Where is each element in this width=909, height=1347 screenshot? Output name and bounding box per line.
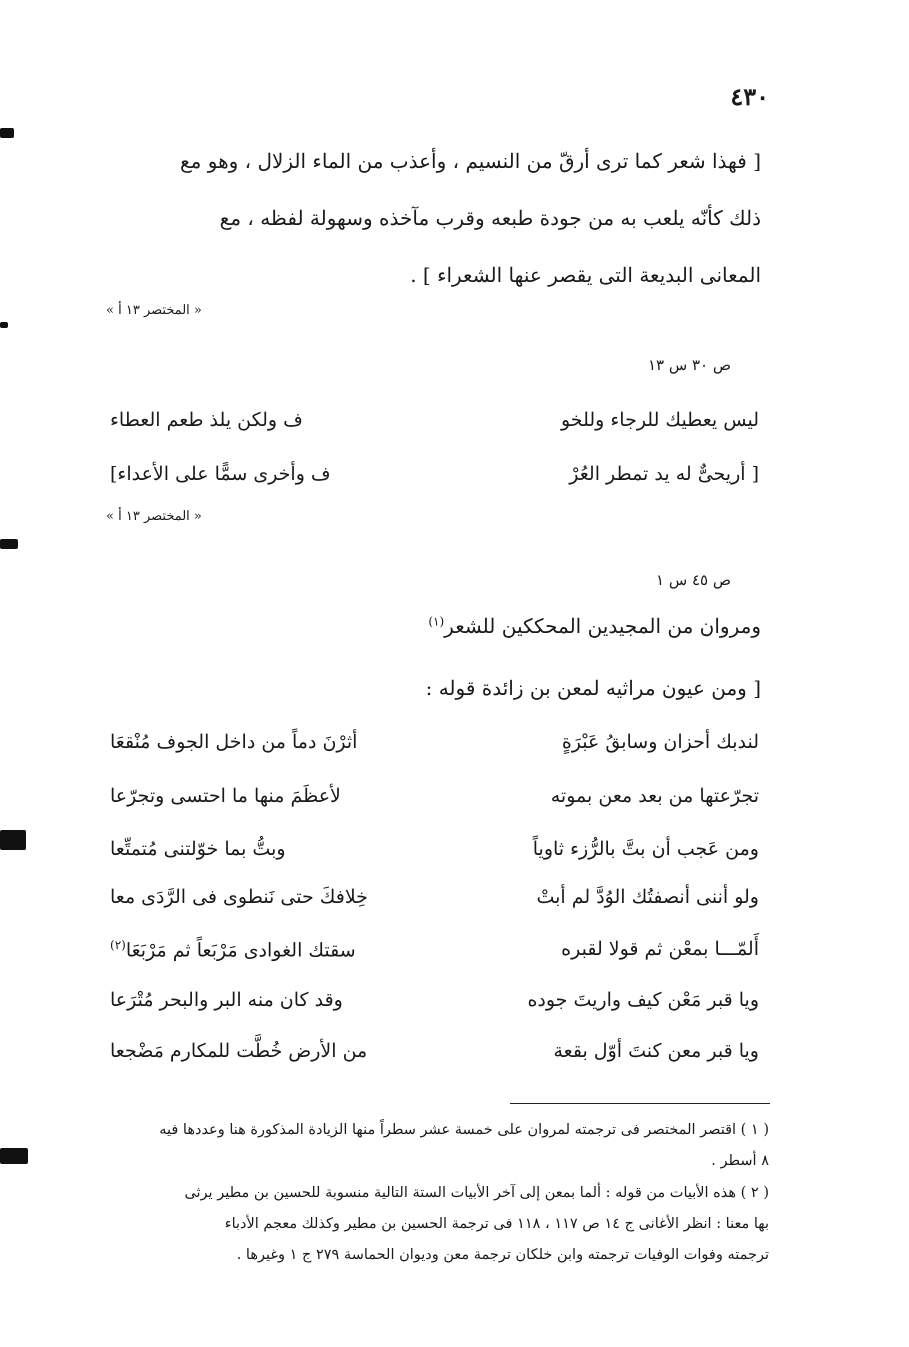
scan-edge-mark	[0, 322, 8, 328]
text-line-body: ومروان من المجيدين المحككين للشعر	[444, 614, 761, 638]
verse-first-hemistich: تجرّعتها من بعد معن بموته	[550, 785, 759, 807]
verse-second-hemistich: لأعظَمَ منها ما احتسى وتجرّعا	[110, 785, 341, 807]
intro-line: المعانى البديعة التى يقصر عنها الشعراء ] .	[410, 263, 761, 287]
source-citation: « المختصر ١٣ أ »	[106, 303, 202, 318]
verse-first-hemistich: ليس يعطيك للرجاء وللخو	[560, 409, 759, 431]
verse-second-hemistich: وبتُّ بما خوّلتنى مُتمتِّعا	[110, 838, 286, 860]
verse-first-hemistich: ولو أننى أنصفتُك الوُدَّ لم أبتْ	[536, 886, 759, 908]
page-number: ٤٣٠	[730, 82, 769, 111]
section-reference: ص ٣٠ س ١٣	[647, 356, 731, 374]
verse-first-hemistich: أَلمّـــا بمعْن ثم قولا لقبره	[561, 938, 759, 960]
verse-second-hemistich: أثرْنَ دماً من داخل الجوف مُنْقعَا	[110, 731, 358, 753]
footnote-line: ( ١ ) اقتصر المختصر فى ترجمته لمروان على خمسة عشر سطراً منها الزيادة المذكورة هنا وعددها فيه	[159, 1122, 769, 1138]
scan-edge-mark	[0, 1148, 28, 1164]
footnote-line: ( ٢ ) هذه الأبيات من قوله : ألما بمعن إلى آخر الأبيات الستة التالية منسوبة للحسين بن مطير يرثى	[184, 1185, 769, 1201]
scan-edge-mark	[0, 128, 14, 138]
verse-second-hemistich: ف ولكن يلذ طعم العطاء	[110, 409, 303, 431]
verse-second-hemistich: وقد كان منه البر والبحر مُتْرَعا	[110, 989, 343, 1011]
verse-text: سقتك الغوادى مَرْبَعاً ثم مَرْبَعَا	[125, 939, 356, 962]
footnote-2	[79, 1178, 769, 1271]
verse-first-hemistich: ويا قبر مَعْن كيف واريتَ جوده	[527, 989, 759, 1011]
verse-second-hemistich: خِلافكَ حتى نَنطوى فى الرَّدَى معا	[110, 886, 368, 908]
footnote-line: ترجمته وفوات الوفيات ترجمته وابن خلكان ترجمة معن وديوان الحماسة ٢٧٩ ج ١ وغيرها .	[236, 1247, 769, 1263]
footnote-1	[79, 1115, 769, 1177]
footnote-line: ٨ أسطر .	[711, 1153, 769, 1169]
verse-first-hemistich: ويا قبر معن كنتَ أوّل بقعة	[553, 1040, 759, 1062]
verse-second-hemistich	[110, 938, 356, 961]
footnote-marker: (١)	[428, 614, 445, 629]
verse-second-hemistich: من الأرض خُطَّت للمكارم مَضْجعا	[110, 1040, 368, 1062]
text-line	[428, 614, 761, 638]
source-citation: « المختصر ١٣ أ »	[106, 509, 202, 524]
verse-first-hemistich: ومن عَجب أن بتَّ بالرُّزء ثاوياً	[532, 838, 759, 860]
text-line: [ ومن عيون مراثيه لمعن بن زائدة قوله :	[425, 676, 761, 700]
scan-edge-mark	[0, 539, 18, 549]
verse-first-hemistich: [ أريحىٌّ له يد تمطر العُرْ	[569, 463, 759, 485]
intro-paragraph	[81, 133, 761, 304]
footnote-line: بها معنا : انظر الأغانى ج ١٤ ص ١١٧ ، ١١٨ فى ترجمة الحسين بن مطير وكذلك معجم الأدباء	[224, 1216, 769, 1232]
intro-line: ذلك كأنّه يلعب به من جودة طبعه وقرب مآخذه وسهولة لفظه ، مع	[219, 206, 761, 230]
intro-line: [ فهذا شعر كما ترى أرقّ من النسيم ، وأعذب من الماء الزلال ، وهو مع	[180, 149, 761, 173]
footnote-marker: (٢)	[110, 938, 126, 952]
verse-first-hemistich: لندبك أحزان وسابقُ عَبْرَةٍ	[561, 731, 759, 753]
verse-second-hemistich: ف وأخرى سمًّا على الأعداء]	[110, 463, 331, 485]
scan-edge-mark	[0, 830, 26, 850]
section-reference: ص ٤٥ س ١	[656, 571, 731, 589]
footnote-separator	[510, 1103, 770, 1104]
